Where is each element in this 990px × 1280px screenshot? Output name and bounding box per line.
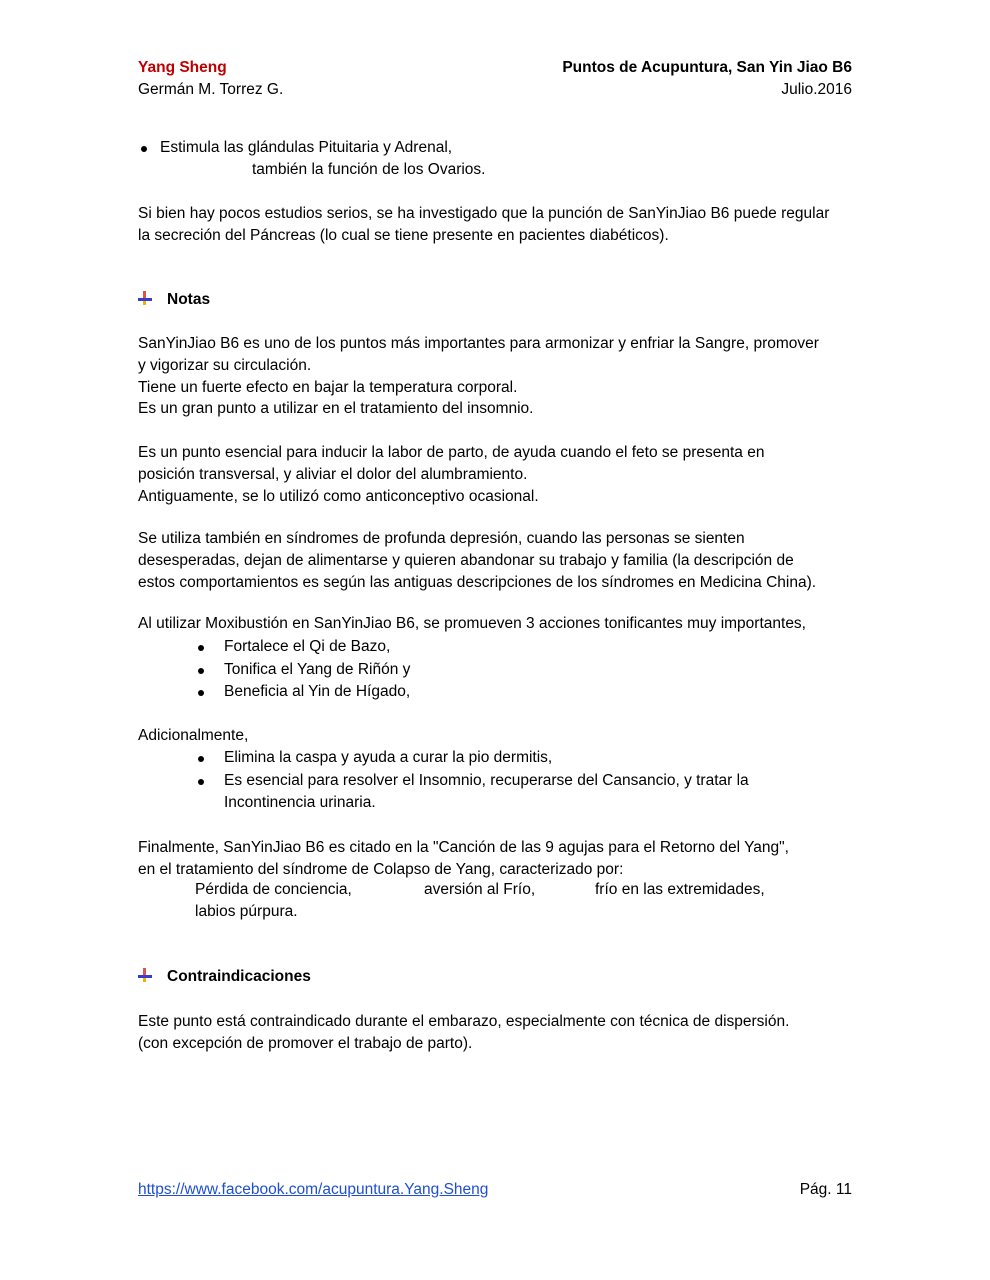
- text-line: posición transversal, y aliviar el dolor del alumbramiento.: [138, 465, 528, 483]
- additional-label: Adicionalmente,: [138, 727, 249, 744]
- bullet-icon: [141, 146, 147, 152]
- moxa-intro: Al utilizar Moxibustión en SanYinJiao B6, se promueven 3 acciones tonificantes muy importantes,: [138, 615, 806, 632]
- section-marker-icon: [138, 291, 152, 305]
- text-line: estos comportamientos es según las antiguas descripciones de los síndromes en Medicina China).: [138, 573, 817, 591]
- text-line: Este punto está contraindicado durante el embarazo, especialmente con técnica de dispersión.: [138, 1013, 790, 1030]
- list-item: Tonifica el Yang de Riñón y: [224, 661, 411, 678]
- bullet-icon: [198, 690, 204, 696]
- contraindicaciones-heading: Contraindicaciones: [167, 968, 311, 985]
- text-line: y vigorizar su circulación.: [138, 356, 312, 374]
- footer-facebook-link[interactable]: https://www.facebook.com/acupuntura.Yang.Sheng: [138, 1181, 489, 1198]
- bullet-icon: [198, 756, 204, 762]
- page-number: Pág. 11: [799, 1181, 852, 1198]
- symptom: aversión al Frío,: [424, 881, 536, 898]
- symptom: Pérdida de conciencia,: [195, 881, 352, 898]
- intro-bullet-line1: Estimula las glándulas Pituitaria y Adrenal,: [160, 139, 453, 156]
- section-marker-icon: [138, 968, 152, 982]
- final-paragraph: [138, 837, 789, 881]
- text-line: la secreción del Páncreas (lo cual se tiene presente en pacientes diabéticos).: [138, 226, 669, 244]
- header-title-left: Yang Sheng: [138, 59, 227, 76]
- symptom: labios púrpura.: [195, 903, 298, 920]
- list-item: Fortalece el Qi de Bazo,: [224, 638, 391, 655]
- list-item: Beneficia al Yin de Hígado,: [224, 683, 411, 700]
- symptom: frío en las extremidades,: [595, 881, 765, 898]
- notas-paragraph-1: [138, 333, 819, 420]
- text-line: Finalmente, SanYinJiao B6 es citado en la "Canción de las 9 agujas para el Retorno del Yang",: [138, 839, 789, 856]
- text-line: Antiguamente, se lo utilizó como anticonceptivo ocasional.: [138, 487, 539, 505]
- bullet-icon: [198, 779, 204, 785]
- notas-paragraph-3: [138, 528, 816, 593]
- intro-bullet-line2: también la función de los Ovarios.: [252, 161, 486, 178]
- text-line: Es un gran punto a utilizar en el tratamiento del insomnio.: [138, 400, 534, 418]
- list-item: Elimina la caspa y ayuda a curar la pio dermitis,: [224, 749, 553, 766]
- text-line: Si bien hay pocos estudios serios, se ha investigado que la punción de SanYinJiao B6 puede regular: [138, 205, 830, 222]
- text-line: SanYinJiao B6 es uno de los puntos más importantes para armonizar y enfriar la Sangre, promover: [138, 335, 819, 352]
- list-item: Es esencial para resolver el Insomnio, recuperarse del Cansancio, y tratar la: [224, 772, 749, 789]
- text-line: Se utiliza también en síndromes de profunda depresión, cuando las personas se sienten: [138, 530, 745, 547]
- header-title-right: Puntos de Acupuntura, San Yin Jiao B6: [562, 59, 852, 76]
- notas-heading: Notas: [167, 291, 211, 308]
- intro-paragraph: [138, 203, 829, 247]
- text-line: Es un punto esencial para inducir la labor de parto, de ayuda cuando el feto se presenta en: [138, 444, 765, 461]
- notas-paragraph-2: [138, 442, 764, 507]
- text-line: Tiene un fuerte efecto en bajar la temperatura corporal.: [138, 378, 518, 396]
- contraindicaciones-paragraph: [138, 1011, 789, 1055]
- bullet-icon: [198, 668, 204, 674]
- text-line: en el tratamiento del síndrome de Colapso de Yang, caracterizado por:: [138, 860, 624, 878]
- header-date: Julio.2016: [781, 81, 852, 98]
- bullet-icon: [198, 645, 204, 651]
- header-author: Germán M. Torrez G.: [138, 81, 284, 98]
- list-item-continuation: Incontinencia urinaria.: [224, 794, 376, 811]
- text-line: desesperadas, dejan de alimentarse y quieren abandonar su trabajo y familia (la descripción de: [138, 551, 794, 569]
- text-line: (con excepción de promover el trabajo de parto).: [138, 1034, 473, 1052]
